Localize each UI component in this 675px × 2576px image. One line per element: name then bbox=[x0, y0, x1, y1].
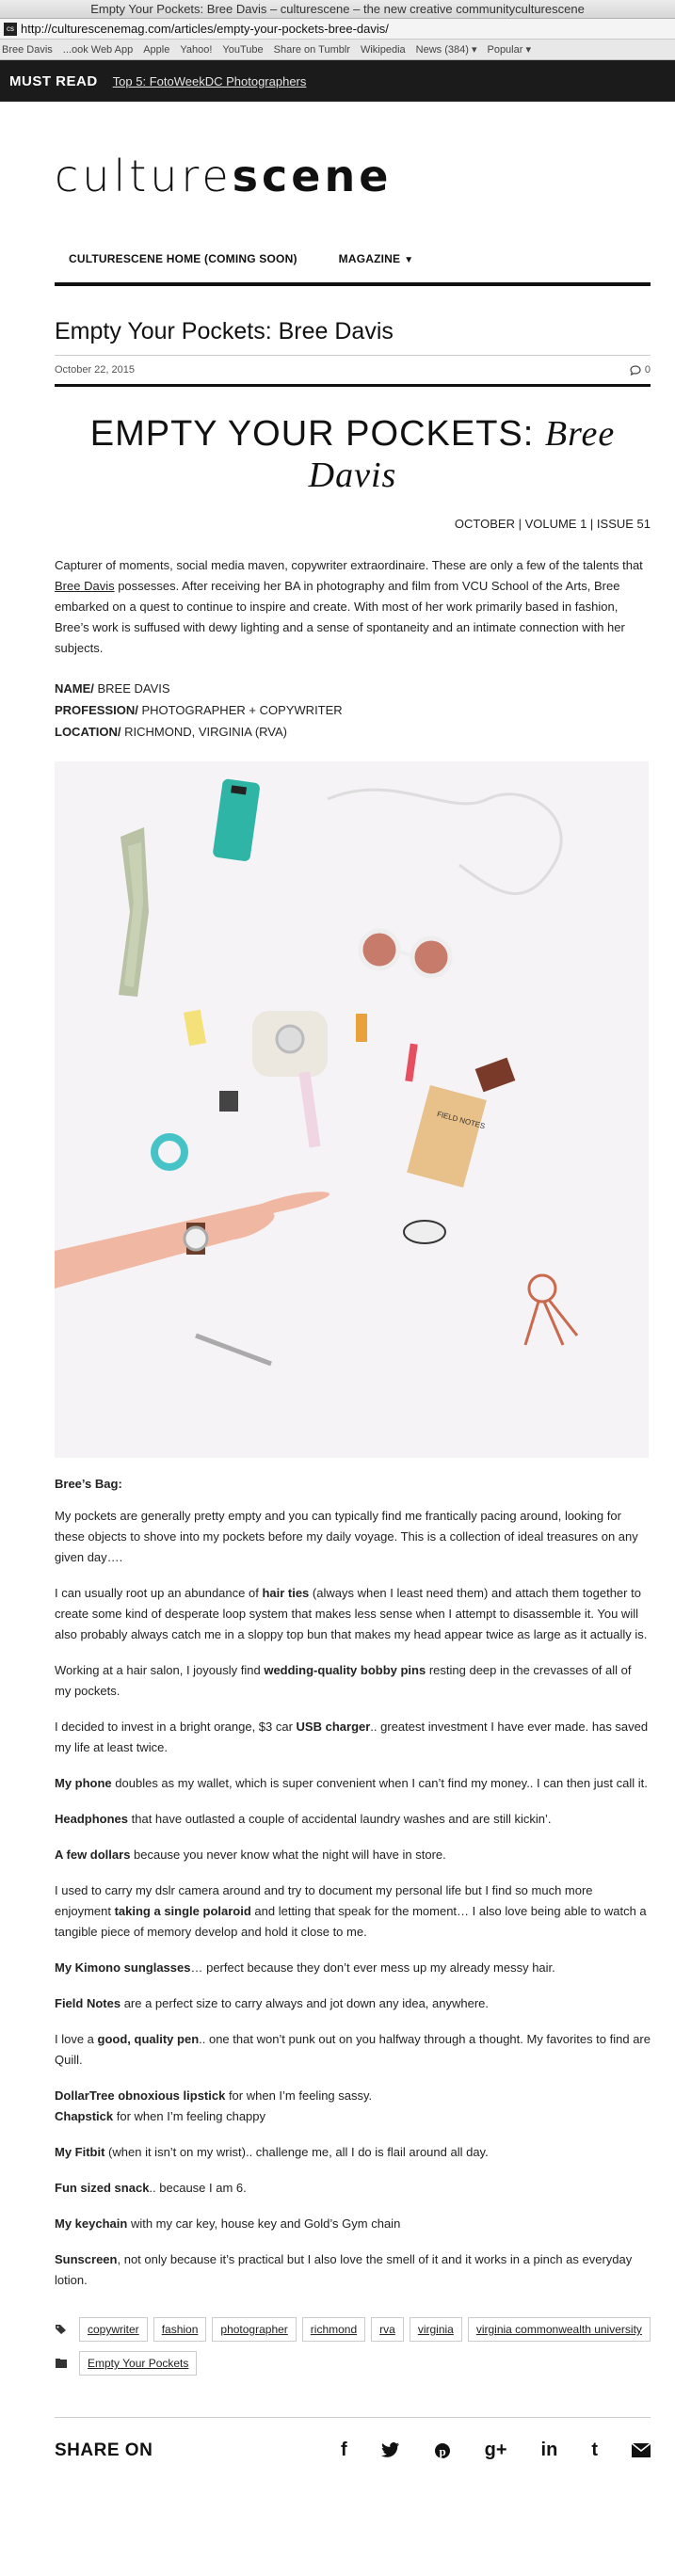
intro-paragraph bbox=[55, 555, 651, 659]
fact-value: PHOTOGRAPHER + COPYWRITER bbox=[137, 703, 343, 717]
chapstick-object bbox=[356, 1014, 367, 1042]
item-highlight: My keychain bbox=[55, 2216, 128, 2231]
paragraph-text: I can usually root up an abundance of bbox=[55, 1586, 263, 1600]
item-highlight: My phone bbox=[55, 1776, 112, 1790]
paragraph-text: Working at a hair salon, I joyously find bbox=[55, 1663, 265, 1677]
svg-text:p: p bbox=[439, 2443, 446, 2458]
fact-label: PROFESSION/ bbox=[55, 703, 138, 717]
google-plus-icon[interactable]: g+ bbox=[484, 2440, 507, 2460]
page-content bbox=[0, 151, 675, 2483]
paragraph-text: My pockets are generally pretty empty and you can typically find me frantically pacing around, looking for these objects to shove into my pockets before my daily voyage. This is a collection of ideal treasures on any given day…. bbox=[55, 1509, 638, 1564]
bag-paragraph bbox=[55, 2142, 651, 2163]
bookmark-item[interactable]: ...ook Web App bbox=[62, 43, 134, 56]
camera-object bbox=[252, 1011, 328, 1077]
fact-location bbox=[55, 721, 651, 743]
bag-paragraph bbox=[55, 1845, 651, 1865]
item-highlight: My Kimono sunglasses bbox=[55, 1960, 191, 1975]
item-highlight: My Fitbit bbox=[55, 2145, 105, 2159]
tag-link[interactable]: virginia commonwealth university bbox=[468, 2317, 651, 2342]
logo-bold-text: scene bbox=[232, 151, 393, 201]
paragraph-text: I used to carry my dslr camera around and try to document my personal life but I find so much more enjoyment bbox=[55, 1883, 593, 1918]
paragraph-text: .. greatest investment I have ever made. has saved my life at least twice. bbox=[55, 1720, 649, 1754]
bookmarks-bar bbox=[0, 40, 675, 60]
comment-count: 0 bbox=[644, 364, 651, 376]
intro-text: possesses. After receiving her BA in photography and film from VCU School of the Arts, Bree embarked on a quest to continue to inspire and create. With most of her work primarily based in fashion, Bree’s work is suffused with dewy lighting and a sense of spontaneity and an intimate connection with her subjects. bbox=[55, 579, 625, 655]
nav-magazine-label: MAGAZINE bbox=[338, 252, 401, 265]
bookmark-item[interactable]: Bree Davis bbox=[2, 43, 53, 56]
chevron-down-icon: ▼ bbox=[404, 255, 414, 265]
fact-label: LOCATION/ bbox=[55, 725, 121, 739]
tumblr-icon[interactable]: t bbox=[591, 2440, 598, 2460]
main-nav bbox=[55, 235, 651, 286]
item-highlight: Headphones bbox=[55, 1812, 129, 1826]
paragraph-text: are a perfect size to carry always and jot down any idea, anywhere. bbox=[121, 1996, 490, 2010]
must-read-label: MUST READ bbox=[9, 72, 98, 89]
post-meta bbox=[55, 355, 651, 387]
must-read-link[interactable]: Top 5: FotoWeekDC Photographers bbox=[112, 73, 307, 88]
fact-value: RICHMOND, VIRGINIA (RVA) bbox=[121, 725, 288, 739]
bookmark-item[interactable]: Apple bbox=[143, 43, 170, 56]
bookmark-item[interactable]: Share on Tumblr bbox=[273, 43, 350, 56]
bag-title: Bree’s Bag: bbox=[55, 1477, 122, 1491]
paragraph-text: for when I’m feeling chappy bbox=[113, 2109, 266, 2123]
email-icon[interactable] bbox=[632, 2443, 651, 2457]
tags-icon bbox=[55, 2324, 68, 2335]
nav-item-home[interactable]: CULTURESCENE HOME (COMING SOON) bbox=[69, 252, 297, 265]
paragraph-text: .. one that won’t punk out on you halfway through a thought. My favorites to find are Quill. bbox=[55, 2032, 651, 2067]
must-read-bar bbox=[0, 60, 675, 102]
intro-text: Capturer of moments, social media maven, copywriter extraordinaire. These are only a few of the talents that bbox=[55, 558, 643, 572]
bag-paragraph bbox=[55, 2086, 651, 2127]
bag-paragraph bbox=[55, 2029, 651, 2071]
item-highlight: Chapstick bbox=[55, 2109, 114, 2123]
bookmark-item[interactable]: Popular ▾ bbox=[487, 44, 531, 56]
item-highlight: Field Notes bbox=[55, 1996, 121, 2010]
issue-line: OCTOBER | VOLUME 1 | ISSUE 51 bbox=[454, 517, 651, 531]
url-text[interactable]: http://culturescenemag.com/articles/empty-your-pockets-bree-davis/ bbox=[21, 22, 389, 36]
bree-davis-link[interactable]: Bree Davis bbox=[55, 579, 115, 593]
window-title: Empty Your Pockets: Bree Davis – culturescene – the new creative communityculturescene bbox=[0, 0, 675, 19]
pocket-contents-photo bbox=[55, 761, 649, 1458]
tag-link[interactable]: fashion bbox=[153, 2317, 207, 2342]
paragraph-text: that have outlasted a couple of accidental laundry washes and are still kickin’. bbox=[128, 1812, 552, 1826]
nav-item-magazine[interactable] bbox=[339, 252, 414, 265]
folder-icon bbox=[55, 2358, 68, 2369]
share-icons bbox=[341, 2440, 651, 2461]
item-highlight: good, quality pen bbox=[97, 2032, 200, 2046]
category-link[interactable]: Empty Your Pockets bbox=[79, 2351, 197, 2376]
item-highlight: hair ties bbox=[262, 1586, 310, 1600]
fact-label: NAME/ bbox=[55, 681, 94, 696]
bookmark-item[interactable]: News (384) ▾ bbox=[415, 44, 477, 56]
tag-link[interactable]: copywriter bbox=[79, 2317, 148, 2342]
profile-facts bbox=[55, 678, 651, 743]
post-title: Empty Your Pockets: Bree Davis bbox=[55, 318, 394, 344]
facebook-icon[interactable]: f bbox=[340, 2440, 347, 2460]
tag-link[interactable]: richmond bbox=[302, 2317, 365, 2342]
logo-light-text: culture bbox=[55, 151, 233, 201]
keychain-charm-object bbox=[404, 1221, 445, 1243]
bookmark-item[interactable]: YouTube bbox=[222, 43, 264, 56]
fact-value: BREE DAVIS bbox=[93, 681, 170, 696]
item-highlight: Fun sized snack bbox=[55, 2181, 150, 2195]
bag-paragraph bbox=[55, 1506, 651, 1568]
hairties-object bbox=[219, 1091, 238, 1112]
address-bar[interactable] bbox=[0, 19, 675, 40]
bag-paragraph bbox=[55, 1583, 651, 1645]
comment-icon bbox=[630, 365, 641, 376]
bag-paragraph bbox=[55, 1958, 651, 1978]
tag-list bbox=[55, 2317, 651, 2342]
favicon-icon: cs bbox=[4, 23, 17, 36]
paragraph-text: resting deep in the crevasses of all of my pockets. bbox=[55, 1663, 632, 1698]
paragraph-text: because you never know what the night will have in store. bbox=[130, 1848, 446, 1862]
bag-paragraph bbox=[55, 2178, 651, 2199]
paragraph-text: (when it isn’t on my wrist).. challenge me, all I do is flail around all day. bbox=[104, 2145, 489, 2159]
item-highlight: Sunscreen bbox=[55, 2252, 118, 2266]
bag-paragraph bbox=[55, 1717, 651, 1758]
bag-paragraph bbox=[55, 1993, 651, 2014]
tag-link[interactable]: rva bbox=[371, 2317, 404, 2342]
bag-paragraph bbox=[55, 1880, 651, 1943]
bookmark-item[interactable]: Wikipedia bbox=[360, 43, 406, 56]
share-bar bbox=[55, 2417, 651, 2483]
watch-face bbox=[185, 1227, 207, 1250]
paragraph-text: and letting that speak for the moment… I also love being able to watch a tangible piece of memory develop and hold it close to me. bbox=[55, 1904, 647, 1939]
tag-link[interactable]: virginia bbox=[410, 2317, 462, 2342]
pinterest-icon[interactable] bbox=[434, 2442, 451, 2459]
share-label: SHARE ON bbox=[55, 2440, 153, 2460]
paragraph-text: .. because I am 6. bbox=[149, 2181, 247, 2195]
bag-paragraph bbox=[55, 1773, 651, 1794]
bag-paragraph bbox=[55, 1809, 651, 1830]
bag-paragraph bbox=[55, 1660, 651, 1702]
paragraph-text: doubles as my wallet, which is super convenient when I can’t find my money.. I can then just call it. bbox=[111, 1776, 648, 1790]
paragraph-text: , not only because it’s practical but I also love the smell of it and it works in a pinch as everyday lotion. bbox=[55, 2252, 633, 2287]
item-highlight: USB charger bbox=[296, 1720, 371, 1734]
tag-link[interactable]: photographer bbox=[212, 2317, 296, 2342]
bag-paragraph bbox=[55, 2214, 651, 2234]
article-heading bbox=[55, 413, 651, 496]
item-highlight: taking a single polaroid bbox=[114, 1904, 251, 1918]
paragraph-text: I love a bbox=[55, 2032, 98, 2046]
article-heading-name: Bree Davis bbox=[308, 414, 616, 495]
paragraph-text: I decided to invest in a bright orange, $3 car bbox=[55, 1720, 297, 1734]
fact-name bbox=[55, 678, 651, 699]
paragraph-text: … perfect because they don’t ever mess up my already messy hair. bbox=[190, 1960, 555, 1975]
post-date: October 22, 2015 bbox=[55, 364, 136, 376]
article-heading-caps: EMPTY YOUR POCKETS: bbox=[89, 414, 535, 454]
item-highlight: A few dollars bbox=[55, 1848, 131, 1862]
field-notes-label: FIELD NOTES bbox=[436, 1110, 487, 1131]
twitter-icon[interactable] bbox=[381, 2442, 400, 2458]
paragraph-text: (always when I least need them) and attach them together to create some kind of desperate loop system that makes less sense when I attempt to disassemble it. You will also probably always catch me in a sloppy top bun that makes my head appear twice as large as it actually is. bbox=[55, 1586, 648, 1641]
site-logo[interactable] bbox=[55, 151, 651, 201]
fact-profession bbox=[55, 699, 651, 721]
linkedin-icon[interactable]: in bbox=[540, 2440, 558, 2460]
bag-paragraph bbox=[55, 2249, 651, 2291]
bookmark-item[interactable]: Yahoo! bbox=[180, 43, 213, 56]
photo-illustration bbox=[55, 761, 649, 1458]
paragraph-text: for when I’m feeling sassy. bbox=[225, 2088, 373, 2103]
comments-link[interactable] bbox=[630, 364, 651, 376]
category-list bbox=[55, 2351, 651, 2376]
paragraph-text: with my car key, house key and Gold’s Gym chain bbox=[127, 2216, 401, 2231]
item-highlight: DollarTree obnoxious lipstick bbox=[55, 2088, 226, 2103]
item-highlight: wedding-quality bobby pins bbox=[264, 1663, 426, 1677]
